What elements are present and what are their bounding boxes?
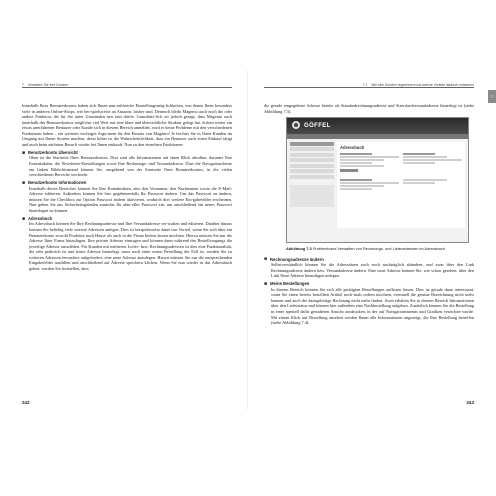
bullet-text: Innerhalb dieses Bereiches können Sie Ihre Kontaktdaten, also den Vornamen, den Nachnamen sowie die E-Mail-Adresse editieren. Außerdem können Sie hier gegebenenfalls Ihr Passwort ändern. Um das Passwort zu ändern, müssen Sie die Checkbox zur Option Passwort ändern aktivieren, wodurch drei weitere Ein-gabefelder erscheinen. Nun geben Sie aus Sicherheitsgründen zunächst Ihr aktu-elles Passwort ein, um anschließend ein neues Passwort hinterlegen zu können. <box>29 185 232 213</box>
caption-label: Abbildung 7.3 <box>286 245 312 251</box>
running-header-left <box>22 80 232 88</box>
intro-paragraph: Innerhalb Ihres Benutzerkontos haben sich Ihnen nun zahlreiche Einstellungsmög-lichkeiten, von denen Ihren besonders viele in anderen Online-Shops, wie bei-spielsweise an Amazon, bisher sind. Dennoch bleibt Magento auch noch die oder andere Funktion, die für Sie unter Umständen neu sein dürfte. Grundsätz-lich sei jedoch gesagt, dass Magento auch innerhalb des Benutzerkontos möglichst viel Wert auf eine klare und übersichtliche Struktur gelegt hat. Sofern weiter ein etwas unerfahrener Benutzer oder Kunde sich in diesem Bereich anmeldet, wird er keine Probleme mit den verschiedenen Funktionen haben – ein weiteres wichtiges Argu-ment für den Einsatz von Magento! Je leichter Sie es Ihren Kunden im Umgang mit Ihrem System machen, desto höher ist die Wahrscheinlichkeit, dass ein Benutzer auch einen Einkauf tätigt und auch beim nächsten Besuch wieder bei Ihnen einkauft. Nun zu den einzelnen Funktionen: <box>22 103 232 147</box>
bullet-title: Benutzerkonto Informationen <box>28 180 87 186</box>
bullet-icon: ■ <box>264 256 268 263</box>
bullet-item <box>264 257 474 279</box>
page-number-left: 242 <box>22 400 30 405</box>
chapter-thumb-tab: 7 <box>488 90 496 103</box>
bullet-icon: ■ <box>22 179 26 186</box>
chapter-title: Verwalten Sie Ihre Kunden <box>27 83 69 87</box>
left-body <box>22 103 232 271</box>
right-page <box>248 70 496 410</box>
bullet-item <box>22 180 232 213</box>
left-page <box>0 70 248 410</box>
panel-title: Adressbuch <box>340 144 365 150</box>
shop-logo: GÖFFEL <box>304 122 331 129</box>
running-header-right <box>264 80 474 88</box>
bullet-title: Rechnungsadresse ändern <box>270 256 324 262</box>
bullet-text: In diesem Bereich können Sie sich alle getätigten Bestellungen auflisten lassen. Dies ist gerade dann interessant, wenn Sie einen bereits bestellten Artikel noch-mals ordern möchten, eventuell die genaue Bezeichnung nicht mehr kennen und auch die dazugehörige Rechnung nicht mehr finden. Auch erhalten Sie in diesem Bereich Informationen über den Lieferstatus und können hier außerdem eine Nachbestellung aufgeben. Zusätzlich können Sie die Bestellung in einer speziell dafür gestalteten Ansicht ausdrucken, in der auf Navigationsmenüs und Grafiken verzichtet wurde. Mit einem Klick auf Bestellung ansehen werden Ihnen alle Informationen angezeigt, die Ihre Bestellung betreffen (siehe Abbildung 7.4). <box>271 286 474 326</box>
bullet-icon: ■ <box>22 215 26 222</box>
shop-header <box>287 118 468 134</box>
bullet-item <box>22 150 232 178</box>
section-title: Wie sich Kunden registrieren und welche Vorteile dadurch entstehen <box>371 83 474 87</box>
bullet-title: Meine Bestellungen <box>270 281 310 287</box>
address-book-panel <box>337 142 465 228</box>
figure-caption <box>286 246 474 251</box>
account-sidebar <box>290 142 334 228</box>
shop-logo-icon <box>291 117 301 135</box>
bullet-text: Im Adressbuch können Sie Ihre Rechnungsadresse und Ihre Versandadresse ver-walten und editieren. Darüber hinaus können Sie beliebig viele weitere Adressen anlegen. Dies ist beispielsweise dann von Vorteil, wenn Sie sich über ein Benutzerkonto sowohl Produkte nach Hause als auch in die Firma liefern lassen möchten. Hierzu müssen Sie nur die Adresse Ihrer Firma hinzufügen. Ihre private Adresse eintragen und können dann während des Bestellvorgangs die jeweilige Adresse auswählen. Für Kunden mit mehreren Liefer- bzw. Rechnungsadressen ist dies eine Funktionalität, die sehr praktisch ist und keine Adresse hinterlegt, muss nach einer ersten Bestellung der Fall ist, werden Sie zu weiteren Adressen besonders aufgefordert, eine neue Adresse anzulegen. Hierzu müssen Sie nur die entsprechenden Eingabefelder ausfüllen und anschließend auf Adresse speichern klicken. Wenn Sie nun wieder in das Adressbuch gehen, werden Sie feststellen, dass <box>29 221 232 271</box>
bullet-item <box>264 281 474 325</box>
page-number-right: 243 <box>466 400 474 405</box>
right-body <box>264 103 474 114</box>
bullet-icon: ■ <box>22 149 26 156</box>
bullet-text: Oben ist die Startseite Ihres Benutzerkontos. Dort sind alle Informationen auf einen Blick abrufbar, darunter Ihre Kontaktdaten, die Newsletter-Einstellungen sowie Ihre Rechnungs- und Versandadresse. Über die Navigationsleiste am linken Bildschirmrand können Sie, ausgehend von der Startseite Ihres Benutzerkontos, in die vielen verschiedenen Bereiche wechseln. <box>29 155 232 178</box>
caption-text: Problemloses Verwalten von Rechnungs- und Lieferadressen im Adressbuch <box>312 245 445 251</box>
bullet-title: Adressbuch <box>28 215 53 221</box>
right-body-bullets <box>264 257 474 326</box>
section-number: 7.1 <box>362 83 368 87</box>
bullet-icon: ■ <box>264 281 268 288</box>
bullet-title: Benutzerkonto Übersicht <box>28 149 78 155</box>
bullet-text: Selbstverständlich können Sie die Adressdaten auch noch nachträglich abändern, und zwar über den Link Rechnungsadresse ändern bzw. Versandadresse ändern. Eine neue Adresse können Sie, wie schon gesehen, über den Link Neue Adresse hinzufügen anlegen. <box>271 262 474 279</box>
figure-screenshot <box>286 117 469 243</box>
intro-paragraph: die gerade eingegebene Adresse bereits als Standardrechnungsadresse und Stan-dardversandadresse hinterlegt ist (siehe Abbildung 7.3). <box>264 103 474 114</box>
chapter-number: 7 <box>22 83 24 87</box>
bullet-item <box>22 216 232 271</box>
